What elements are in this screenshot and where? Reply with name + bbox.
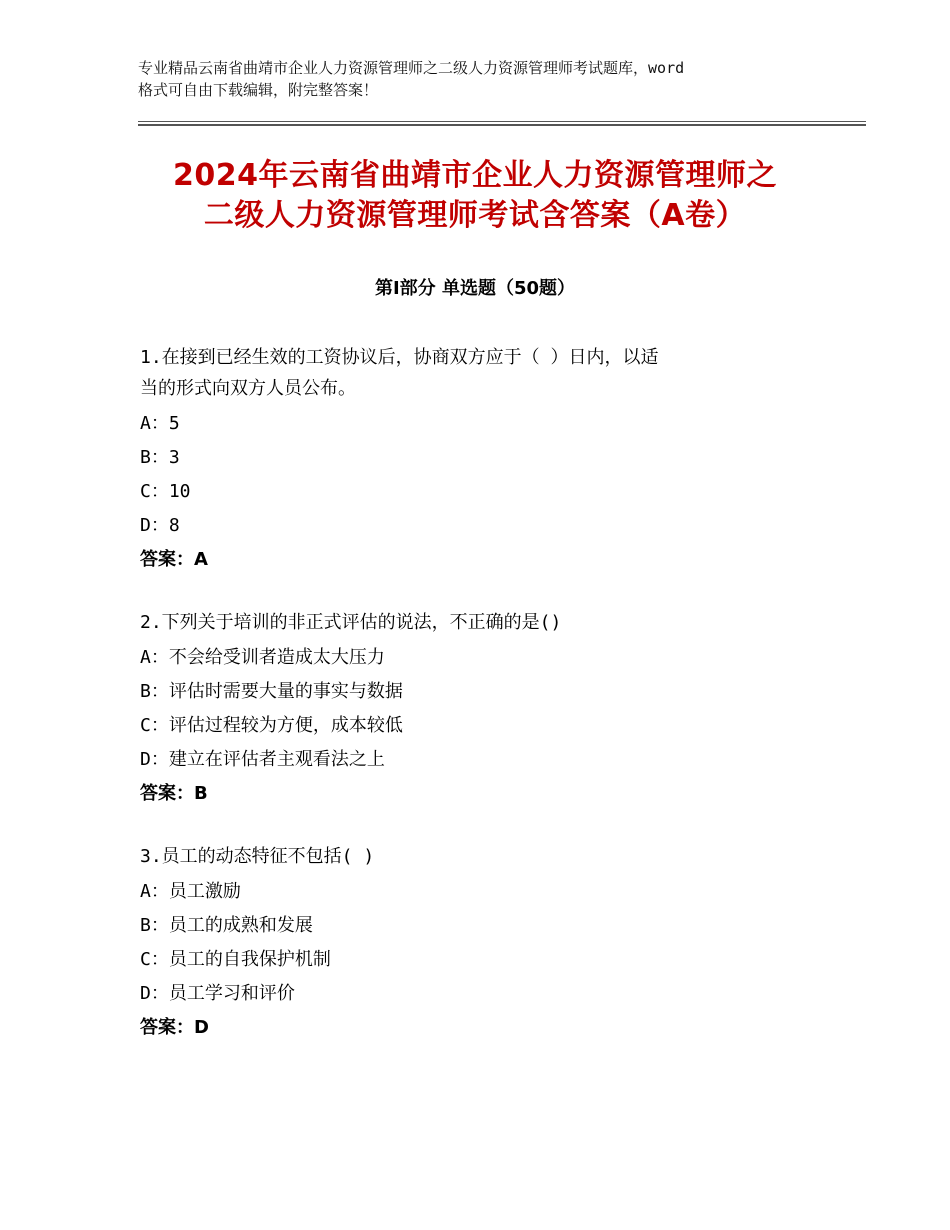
option-c: C：10	[140, 481, 191, 502]
header-note	[138, 57, 838, 101]
option-a: A：5	[140, 413, 180, 434]
option-b: B：评估时需要大量的事实与数据	[140, 681, 403, 702]
question-2	[140, 607, 810, 811]
document-title-line-1: 2024年云南省曲靖市企业人力资源管理师之	[173, 158, 777, 193]
header-note-line-1: 专业精品云南省曲靖市企业人力资源管理师之二级人力资源管理师考试题库，word	[138, 59, 685, 77]
option-d: D：员工学习和评价	[140, 983, 295, 1004]
answer-key: 答案：A	[140, 549, 208, 570]
option-d: D：8	[140, 515, 180, 536]
question-stem	[140, 342, 810, 404]
question-stem-line: 当的形式向双方人员公布。	[140, 378, 356, 399]
option-a: A：员工激励	[140, 881, 241, 902]
document-title	[120, 156, 830, 236]
option-a: A：不会给受训者造成太大压力	[140, 647, 385, 668]
header-divider	[138, 121, 866, 122]
question-stem-line: 1.在接到已经生效的工资协议后，协商双方应于（ ）日内，以适	[140, 347, 659, 368]
option-b: B：员工的成熟和发展	[140, 915, 313, 936]
section-heading: 第Ⅰ部分 单选题（50题）	[374, 278, 575, 299]
option-d: D：建立在评估者主观看法之上	[140, 749, 385, 770]
question-stem	[140, 841, 810, 872]
question-stem-line: 2.下列关于培训的非正式评估的说法，不正确的是()	[140, 612, 562, 633]
option-b: B：3	[140, 447, 180, 468]
document-title-line-2: 二级人力资源管理师考试含答案（A卷）	[203, 198, 747, 233]
option-c: C：员工的自我保护机制	[140, 949, 331, 970]
answer-key: 答案：D	[140, 1017, 209, 1038]
option-c: C：评估过程较为方便，成本较低	[140, 715, 403, 736]
question-stem	[140, 607, 810, 638]
question-3	[140, 841, 810, 1045]
header-note-line-2: 格式可自由下载编辑，附完整答案！	[138, 81, 379, 99]
header-divider-thick	[138, 124, 866, 126]
answer-key: 答案：B	[140, 783, 208, 804]
question-stem-line: 3.员工的动态特征不包括( )	[140, 846, 375, 867]
question-1	[140, 342, 810, 577]
question-list	[140, 342, 810, 1075]
